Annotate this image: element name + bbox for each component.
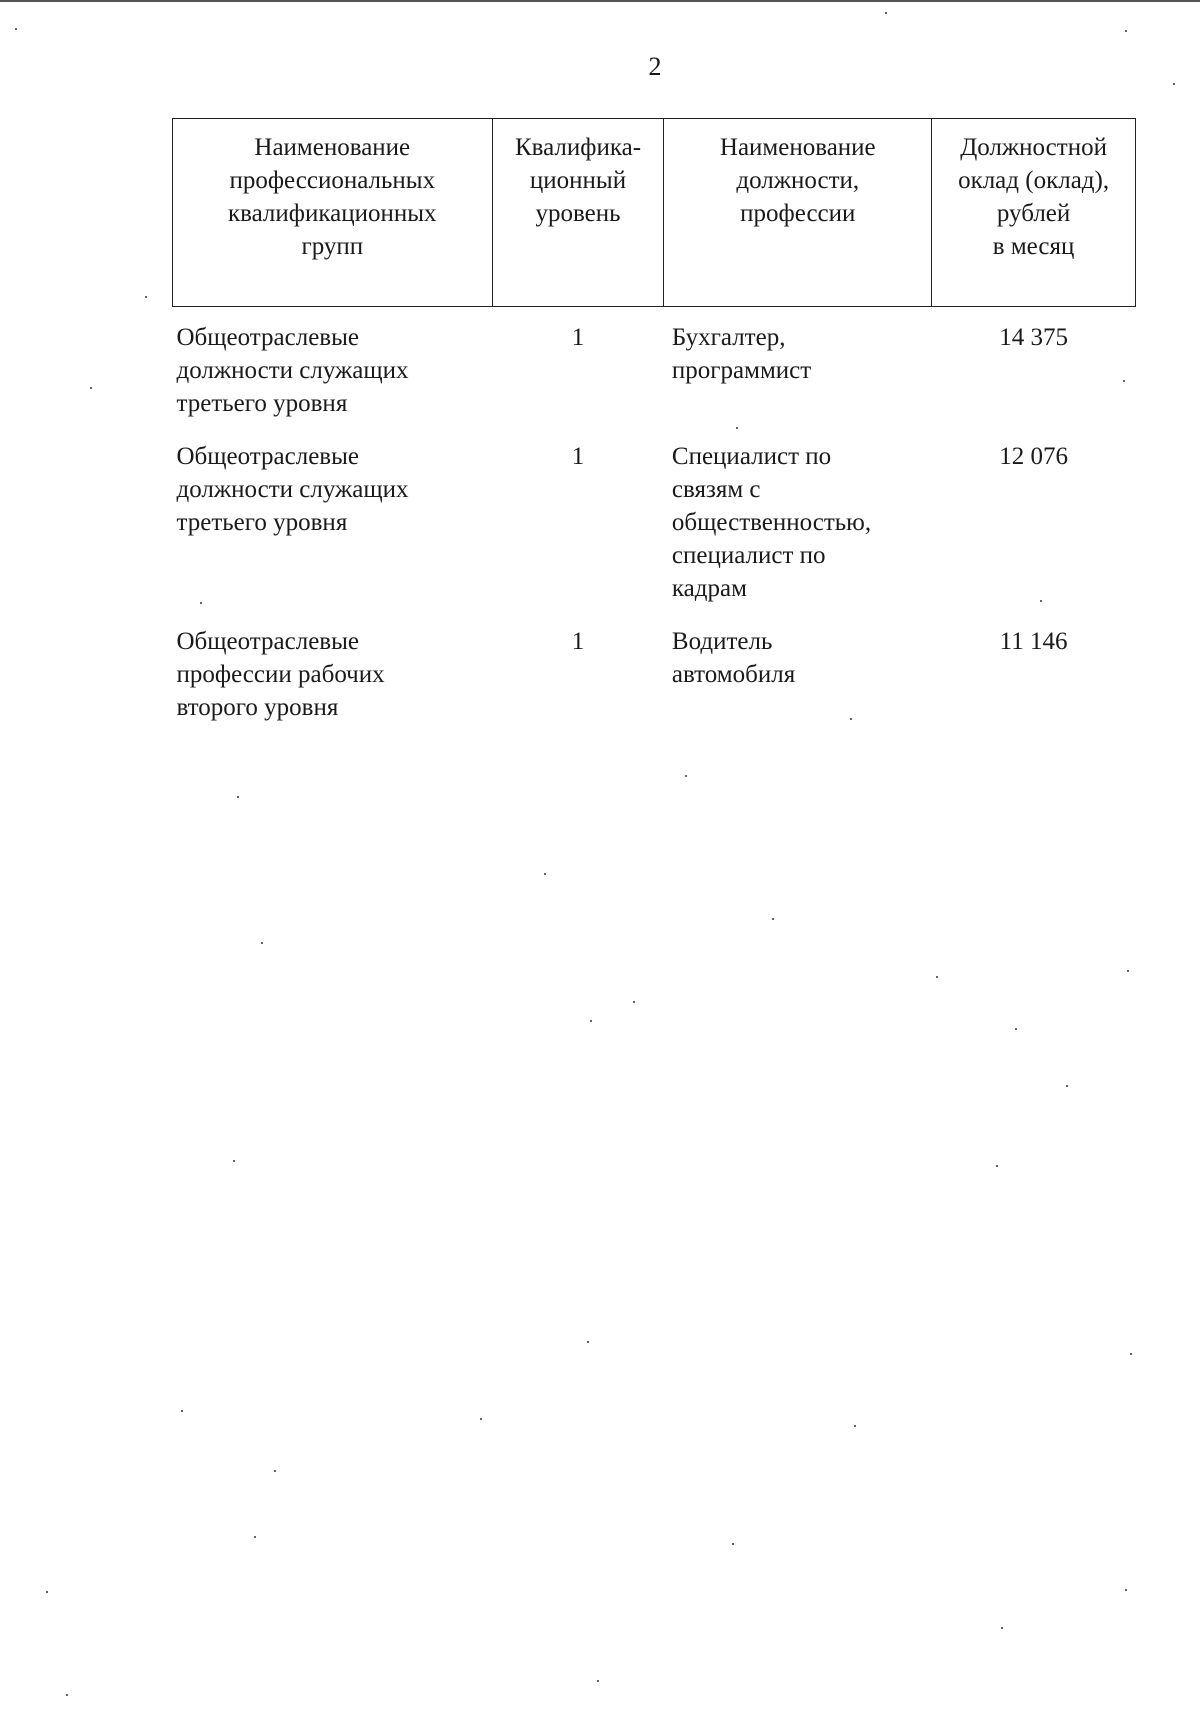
scan-speck xyxy=(936,976,938,978)
header-salary: Должностной оклад (оклад), рублей в месяц xyxy=(932,119,1136,307)
scan-speck xyxy=(90,387,92,389)
scan-speck xyxy=(885,12,887,14)
scan-speck xyxy=(1125,30,1127,32)
scan-speck xyxy=(274,1470,276,1472)
table-row xyxy=(173,440,1136,625)
scan-speck xyxy=(237,796,239,798)
scan-speck xyxy=(772,918,774,920)
scan-speck xyxy=(200,602,202,604)
scan-speck xyxy=(254,1536,256,1538)
cell-position-name: Специалист по связям с общественностью, специалист по кадрам xyxy=(671,443,872,602)
scan-speck xyxy=(1123,380,1125,382)
scan-speck xyxy=(480,1418,482,1420)
salary-table xyxy=(172,118,1136,744)
scan-speck xyxy=(46,1591,48,1593)
table-row xyxy=(173,625,1136,744)
scan-speck xyxy=(261,942,263,944)
scan-speck xyxy=(15,28,17,30)
header-position-name: Наименование должности, профессии xyxy=(664,119,932,307)
header-row xyxy=(173,119,1136,307)
scan-speck xyxy=(587,1341,589,1343)
cell-professional-group: Общеотраслевые профессии рабочих второго уровня xyxy=(176,628,385,721)
scan-speck xyxy=(590,1020,592,1022)
scan-speck xyxy=(1125,1589,1127,1591)
scan-speck xyxy=(597,1680,599,1682)
scan-speck xyxy=(145,296,147,298)
scan-speck xyxy=(732,1543,734,1545)
scan-speck xyxy=(1130,1353,1132,1355)
scan-speck xyxy=(996,1165,998,1167)
scan-speck xyxy=(1040,600,1042,602)
header-professional-group: Наименование профессиональных квалификационных групп xyxy=(173,119,493,307)
cell-salary: 11 146 xyxy=(999,628,1068,655)
scan-speck xyxy=(1066,1085,1068,1087)
scan-speck xyxy=(1015,1028,1017,1030)
cell-professional-group: Общеотраслевые должности служащих третьего уровня xyxy=(176,324,409,417)
scan-speck xyxy=(1173,83,1175,85)
scan-speck xyxy=(1001,1627,1003,1629)
scan-speck xyxy=(233,1160,235,1162)
scan-speck xyxy=(181,1410,183,1412)
scan-speck xyxy=(66,1694,68,1696)
scan-speck xyxy=(1127,970,1129,972)
cell-salary: 14 375 xyxy=(999,324,1068,351)
scan-speck xyxy=(736,427,738,429)
top-border-line xyxy=(0,0,1200,2)
cell-salary: 12 076 xyxy=(999,443,1068,470)
page-number: 2 xyxy=(648,52,662,81)
cell-position-name: Бухгалтер, программист xyxy=(671,324,812,384)
scan-speck xyxy=(854,1425,856,1427)
table-row xyxy=(173,307,1136,441)
header-qualification-level: Квалифика- ционный уровень xyxy=(492,119,664,307)
cell-professional-group: Общеотраслевые должности служащих третьего уровня xyxy=(176,443,409,536)
table-header xyxy=(173,119,1136,307)
scan-speck xyxy=(544,873,546,875)
cell-qualification-level: 1 xyxy=(571,324,585,351)
scan-speck xyxy=(850,718,852,720)
cell-position-name: Водитель автомобиля xyxy=(671,628,796,688)
scan-speck xyxy=(685,775,687,777)
table-body xyxy=(173,307,1136,745)
scan-speck xyxy=(633,1001,635,1003)
cell-qualification-level: 1 xyxy=(571,443,585,470)
cell-qualification-level: 1 xyxy=(571,628,585,655)
